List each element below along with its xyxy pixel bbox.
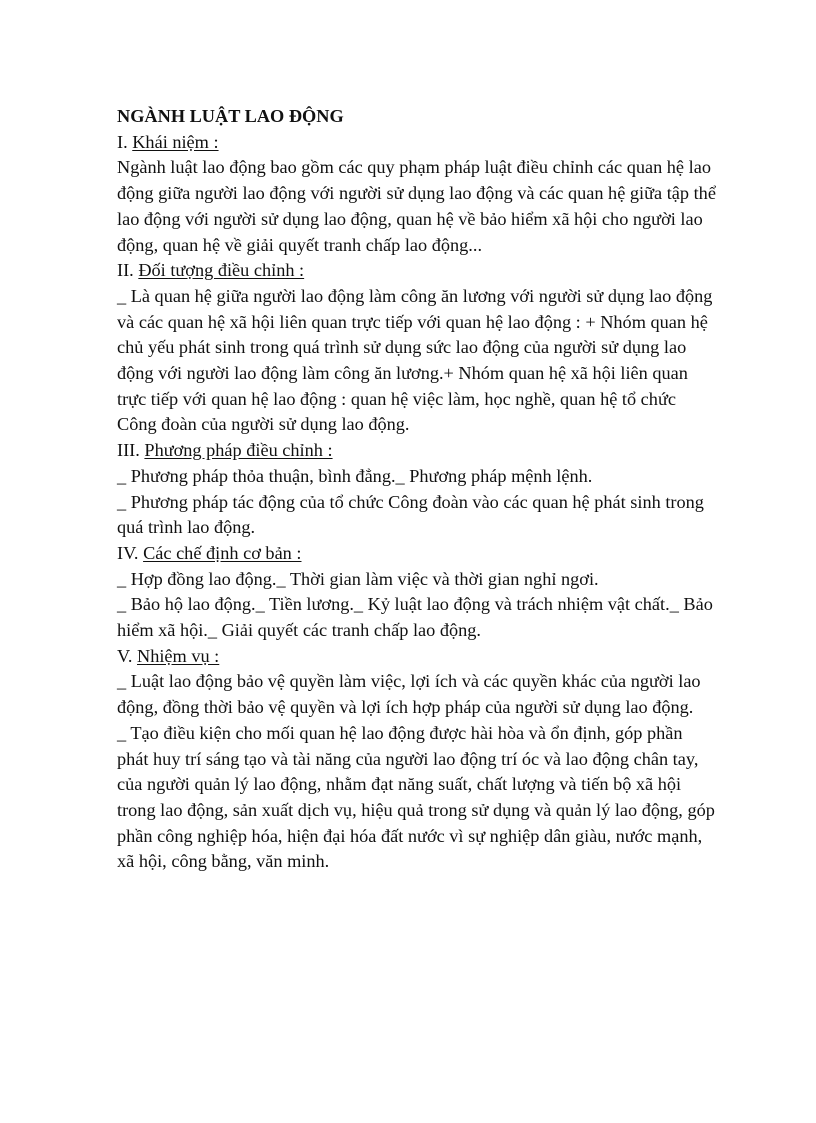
section-heading-label: Nhiệm vụ : [137, 645, 220, 666]
paragraph: _ Phương pháp tác động của tổ chức Công đoàn vào các quan hệ phát sinh trong quá trình lao động. [117, 491, 704, 538]
section-tasks [117, 644, 717, 875]
paragraph: _ Luật lao động bảo vệ quyền làm việc, lợi ích và các quyền khác của người lao động, đồng thời bảo vệ quyền và lợi ích hợp pháp của người sử dụng lao động. [117, 671, 701, 718]
section-heading-label: Các chế định cơ bản : [143, 542, 302, 563]
section-regulation-method [117, 438, 717, 541]
section-number: III. [117, 440, 145, 461]
section-heading [117, 541, 717, 567]
section-heading [117, 438, 717, 464]
section-number: II. [117, 260, 139, 281]
paragraph: Ngành luật lao động bao gồm các quy phạm pháp luật điều chỉnh các quan hệ lao động giữa người lao động với người sử dụng lao động và các quan hệ giữa tập thể lao động với người sử dụng lao động, quan hệ về bảo hiểm xã hội cho người lao động, quan hệ về giải quyết tranh chấp lao động... [117, 157, 716, 255]
section-regulated-subject [117, 258, 717, 438]
paragraph: _ Bảo hộ lao động._ Tiền lương._ Kỷ luật lao động và trách nhiệm vật chất._ Bảo hiểm xã hội._ Giải quyết các tranh chấp lao động. [117, 594, 713, 641]
paragraph: _ Tạo điều kiện cho mối quan hệ lao động được hài hòa và ổn định, góp phần phát huy trí sáng tạo và tài năng của người lao động trí óc và lao động chân tay, của người quản lý lao động, nhằm đạt năng suất, chất lượng và tiến bộ xã hội trong lao động, sản xuất dịch vụ, hiệu quả trong sử dụng và quản lý lao động, góp phần công nghiệp hóa, hiện đại hóa đất nước vì sự nghiệp dân giàu, nước mạnh, xã hội, công bằng, văn minh. [117, 722, 715, 872]
paragraph: _ Là quan hệ giữa người lao động làm công ăn lương với người sử dụng lao động và các quan hệ xã hội liên quan trực tiếp với quan hệ lao động : + Nhóm quan hệ chủ yếu phát sinh trong quá trình sử dụng sức lao động của người sử dụng lao động với người lao động làm công ăn lương.+ Nhóm quan hệ xã hội liên quan trực tiếp với quan hệ lao động : quan hệ việc làm, học nghề, quan hệ tổ chức Công đoàn của người sử dụng lao động. [117, 285, 713, 435]
section-heading [117, 644, 717, 670]
document-body [117, 104, 717, 875]
document-title: NGÀNH LUẬT LAO ĐỘNG [117, 106, 344, 126]
section-concept [117, 130, 717, 259]
section-heading-label: Phương pháp điều chỉnh : [144, 440, 333, 461]
section-heading-label: Đối tượng điều chỉnh : [138, 260, 305, 281]
section-heading [117, 130, 717, 156]
paragraph: _ Phương pháp thỏa thuận, bình đẳng._ Phương pháp mệnh lệnh. [117, 465, 593, 486]
paragraph: _ Hợp đồng lao động._ Thời gian làm việc và thời gian nghỉ ngơi. [117, 568, 599, 589]
section-basic-institutions [117, 541, 717, 644]
section-number: V. [117, 645, 137, 666]
section-number: IV. [117, 542, 144, 563]
section-heading [117, 258, 717, 284]
section-number: I. [117, 131, 133, 152]
section-heading-label: Khái niệm : [132, 131, 219, 152]
